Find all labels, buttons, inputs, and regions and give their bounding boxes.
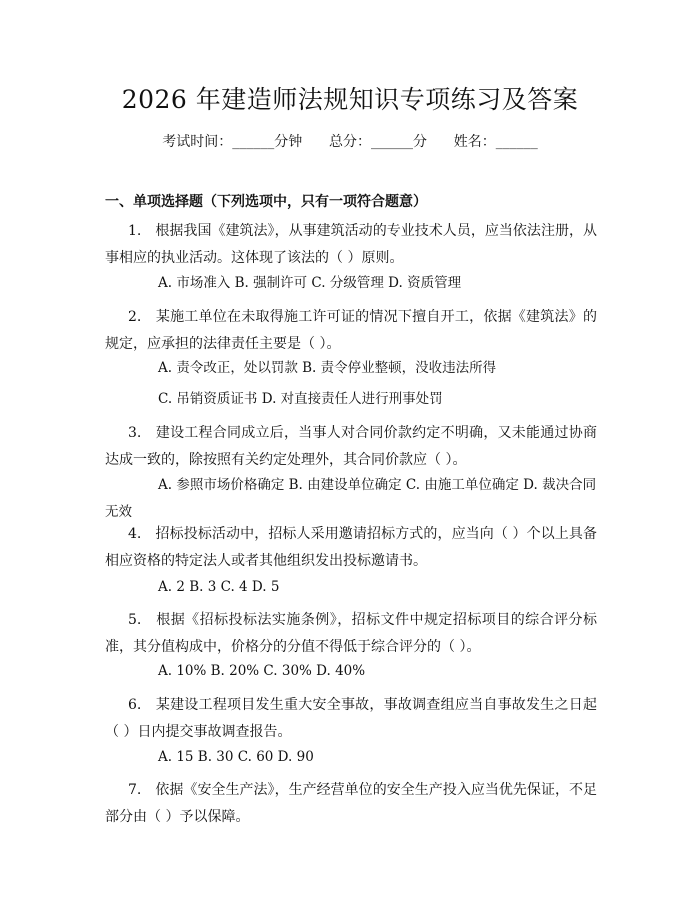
question-2: 2. 某施工单位在未取得施工许可证的情况下擅自开工，依据《建筑法》的规定，应承担的法律责任主要是（ ）。 xyxy=(105,309,597,352)
question-6: 6. 某建设工程项目发生重大安全事故，事故调查组应当自事故发生之日起（ ）日内提交事故调查报告。 xyxy=(105,697,597,740)
question-5: 5. 根据《招标投标法实施条例》，招标文件中规定招标项目的综合评分标准，其分值构成中，价格分的分值不得低于综合评分的（ ）。 xyxy=(105,612,597,655)
question-1: 1. 根据我国《建筑法》，从事建筑活动的专业技术人员，应当依法注册，从事相应的执业活动。这体现了该法的（ ）原则。 xyxy=(105,223,597,266)
question-5-options: A. 10% B. 20% C. 30% D. 40% xyxy=(158,663,366,679)
question-7: 7. 依据《安全生产法》，生产经营单位的安全生产投入应当优先保证，不足部分由（ ）予以保障。 xyxy=(105,782,597,825)
question-2-options-line-2: C. 吊销资质证书 D. 对直接责任人进行刑事处罚 xyxy=(158,391,443,407)
question-6-options: A. 15 B. 30 C. 60 D. 90 xyxy=(158,749,314,765)
question-2-options-line-1: A. 责令改正，处以罚款 B. 责令停业整顿，没收违法所得 xyxy=(158,360,497,376)
question-3: 3. 建设工程合同成立后，当事人对合同价款约定不明确，又未能通过协商达成一致的，除按照有关约定处理外，其合同价款应（ ）。 xyxy=(105,425,597,468)
question-4: 4. 招标投标活动中，招标人采用邀请招标方式的，应当向（ ）个以上具备相应资格的特定法人或者其他组织发出投标邀请书。 xyxy=(105,526,597,569)
section-heading: 一、单项选择题（下列选项中，只有一项符合题意） xyxy=(105,194,427,210)
question-3-options: A. 参照市场价格确定 B. 由建设单位确定 C. 由施工单位确定 D. 裁决合同无效 xyxy=(105,477,597,520)
question-4-options: A. 2 B. 3 C. 4 D. 5 xyxy=(158,579,280,595)
document-title: 2026 年建造师法规知识专项练习及答案 xyxy=(121,85,579,114)
exam-info-line: 考试时间：______分钟 总分：______分 姓名：______ xyxy=(162,134,538,150)
question-1-options: A. 市场准入 B. 强制许可 C. 分级管理 D. 资质管理 xyxy=(158,275,462,291)
